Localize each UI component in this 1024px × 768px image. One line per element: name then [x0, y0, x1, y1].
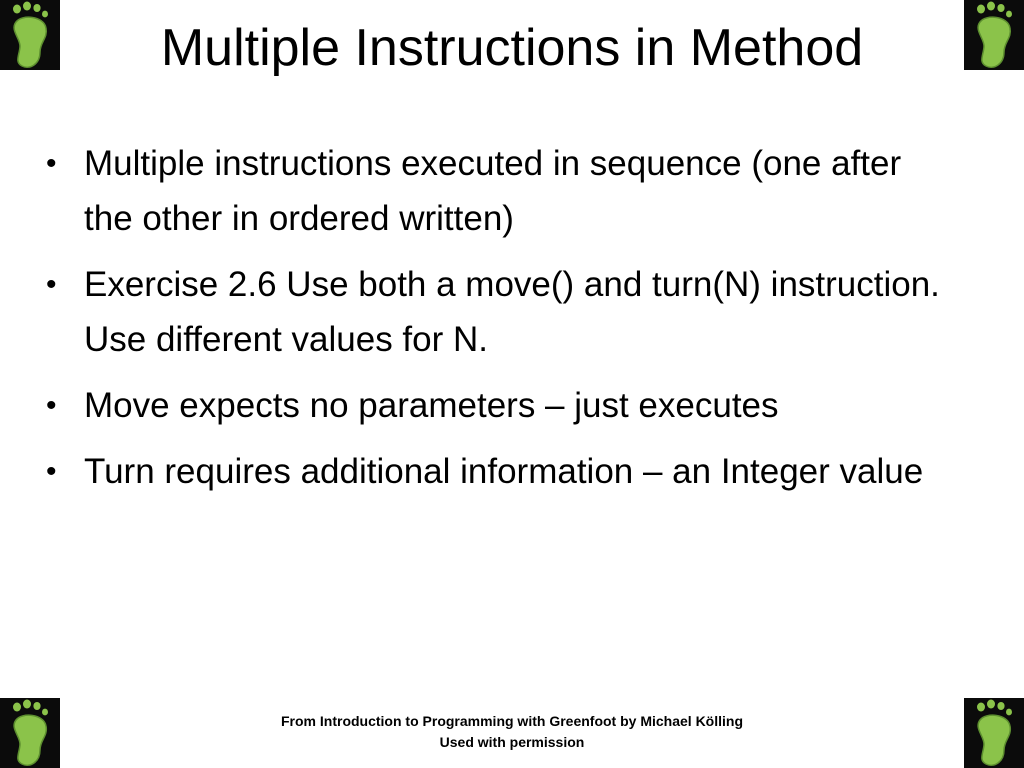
footer-attribution: From Introduction to Programming with Greenfoot by Michael Kölling: [281, 713, 743, 729]
greenfoot-logo-bottom-right: [964, 698, 1024, 768]
slide-footer: [150, 711, 874, 753]
bullet-text: Turn requires additional information – an Integer value: [84, 452, 924, 491]
footprint-icon: [0, 0, 60, 70]
bullet-list: [40, 136, 940, 510]
bullet-text: Exercise 2.6 Use both a move() and turn(N) instruction. Use different values for N.: [84, 265, 940, 359]
bullet-item: [40, 136, 940, 246]
slide-title: Multiple Instructions in Method: [160, 19, 864, 77]
bullet-dot-icon: •: [46, 268, 57, 301]
greenfoot-logo-bottom-left: [0, 698, 60, 768]
greenfoot-logo-top-right: [964, 0, 1024, 70]
bullet-item: [40, 378, 940, 433]
bullet-item: [40, 444, 940, 499]
bullet-dot-icon: •: [46, 389, 57, 422]
bullet-text: Multiple instructions executed in sequence (one after the other in ordered written): [84, 144, 902, 238]
footer-permission: Used with permission: [439, 734, 585, 750]
bullet-text: Move expects no parameters – just executes: [84, 386, 779, 425]
footprint-icon: [0, 698, 60, 768]
bullet-dot-icon: •: [46, 147, 57, 180]
bullet-dot-icon: •: [46, 455, 57, 488]
footprint-icon: [964, 698, 1024, 768]
bullet-item: [40, 257, 940, 367]
footprint-icon: [964, 0, 1024, 70]
greenfoot-logo-top-left: [0, 0, 60, 70]
